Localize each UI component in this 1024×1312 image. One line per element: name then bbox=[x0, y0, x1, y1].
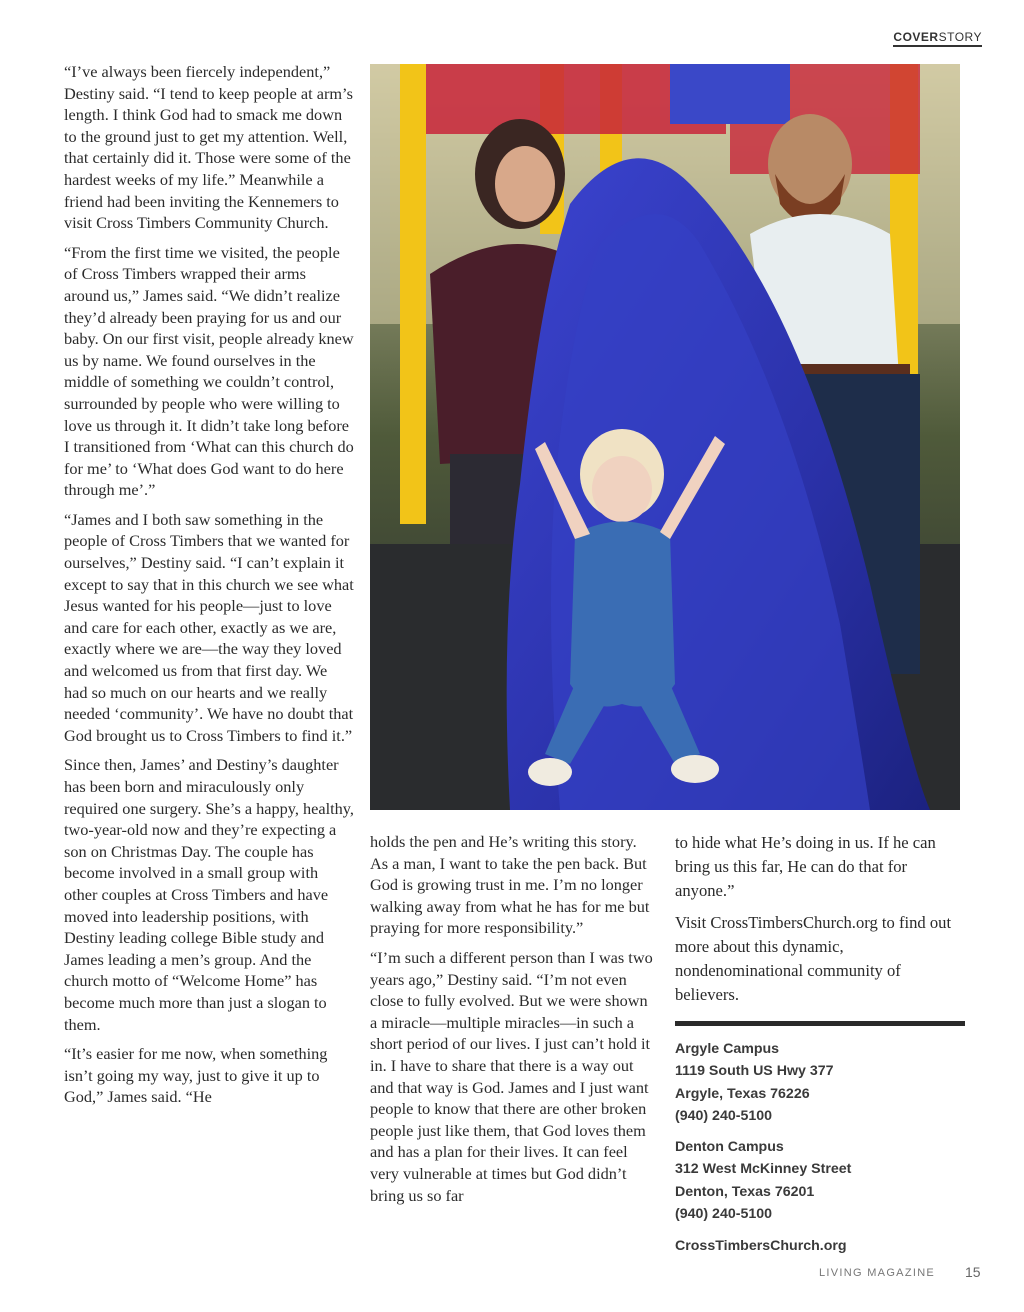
playground-slide-illustration bbox=[370, 64, 960, 810]
section-tag-light: STORY bbox=[938, 30, 982, 44]
paragraph: Since then, James’ and Destiny’s daughter has been born and miraculously only required one surgery. She’s a happy, healthy, two-year-old now and they’re expecting a son on Christmas Day. The couple has become involved in a small group with other couples at Cross Timbers and have moved into leadership positions, with Destiny leading college Bible study and James leading a men’s group. And the church motto of “Welcome Home” has become much more than just a slogan to them. bbox=[64, 755, 354, 1034]
paragraph: “It’s easier for me now, when something isn’t going my way, just to give it up to God,” James said. “He bbox=[64, 1044, 328, 1107]
campus-block-denton bbox=[675, 1136, 965, 1225]
article-column-2 bbox=[370, 831, 655, 1214]
article-column-3 bbox=[675, 831, 965, 1258]
campus-street: 312 West McKinney Street bbox=[675, 1161, 852, 1178]
divider bbox=[675, 1021, 965, 1026]
campus-block-argyle bbox=[675, 1038, 965, 1127]
page-number: 15 bbox=[965, 1264, 981, 1280]
paragraph: to hide what He’s doing in us. If he can bring us this far, He can do that for anyone.” bbox=[675, 833, 936, 900]
campus-city: Denton, Texas 76201 bbox=[675, 1183, 815, 1200]
magazine-name: LIVING MAGAZINE bbox=[819, 1267, 936, 1279]
campus-phone: (940) 240-5100 bbox=[675, 1206, 773, 1223]
article-column-1 bbox=[64, 61, 354, 1116]
website-link[interactable]: CrossTimbersChurch.org bbox=[675, 1238, 847, 1255]
campus-city: Argyle, Texas 76226 bbox=[675, 1085, 810, 1102]
paragraph: Visit CrossTimbersChurch.org to find out more about this dynamic, nondenominational community of believers. bbox=[675, 913, 952, 1004]
paragraph: holds the pen and He’s writing this story. As a man, I want to take the pen back. But God is growing trust in me. I’m no longer walking away from what he has for me but praying for more responsibility.” bbox=[370, 832, 650, 938]
paragraph: “From the first time we visited, the people of Cross Timbers wrapped their arms around us,” James said. “We didn’t realize they’d already been praying for us and our baby. On our first visit, people already knew us by name. We found ourselves in the middle of something we couldn’t control, surrounded by people who were willing to love us through it. It didn’t take long before I transitioned from ‘What can this church do for me’ to ‘What does God want to do here through me’.” bbox=[64, 242, 354, 500]
paragraph: “James and I both saw something in the people of Cross Timbers that we wanted for ourselves,” Destiny said. “I can’t explain it except to say that in this church we see what Jesus wanted for his people—just to love and care for each other, exactly as we are, exactly where we are—the way they loved and welcomed us from that first day. We had so much on our hearts and we really needed ‘community’. We have no doubt that God brought us to Cross Timbers to find it.” bbox=[64, 509, 354, 745]
campus-street: 1119 South US Hwy 377 bbox=[675, 1063, 834, 1080]
campus-phone: (940) 240-5100 bbox=[675, 1107, 773, 1124]
campus-name: Argyle Campus bbox=[675, 1041, 780, 1057]
paragraph: “I’ve always been fiercely independent,” Destiny said. “I tend to keep people at arm’s length. I think God had to smack me down to the ground just to get my attention. Well, that certainly did it. Those were some of the hardest weeks of my life.” Meanwhile a friend had been inviting the Kennemers to visit Cross Timbers Community Church. bbox=[64, 62, 353, 233]
family-photo bbox=[370, 64, 960, 810]
section-tag bbox=[893, 30, 982, 47]
section-tag-strong: COVER bbox=[893, 30, 939, 44]
campus-name: Denton Campus bbox=[675, 1139, 784, 1156]
paragraph: “I’m such a different person than I was two years ago,” Destiny said. “I’m not even close to fully evolved. But we were shown a miracle—multiple miracles—in such a short period of our lives. I just can’t hold it in. I have to share that there is a way out and that way is God. James and I just want people to know that there are other broken people just like them, that God loves them and has a plan for their lives. It can feel very vulnerable at times but God didn’t bring us so far bbox=[370, 947, 653, 1205]
